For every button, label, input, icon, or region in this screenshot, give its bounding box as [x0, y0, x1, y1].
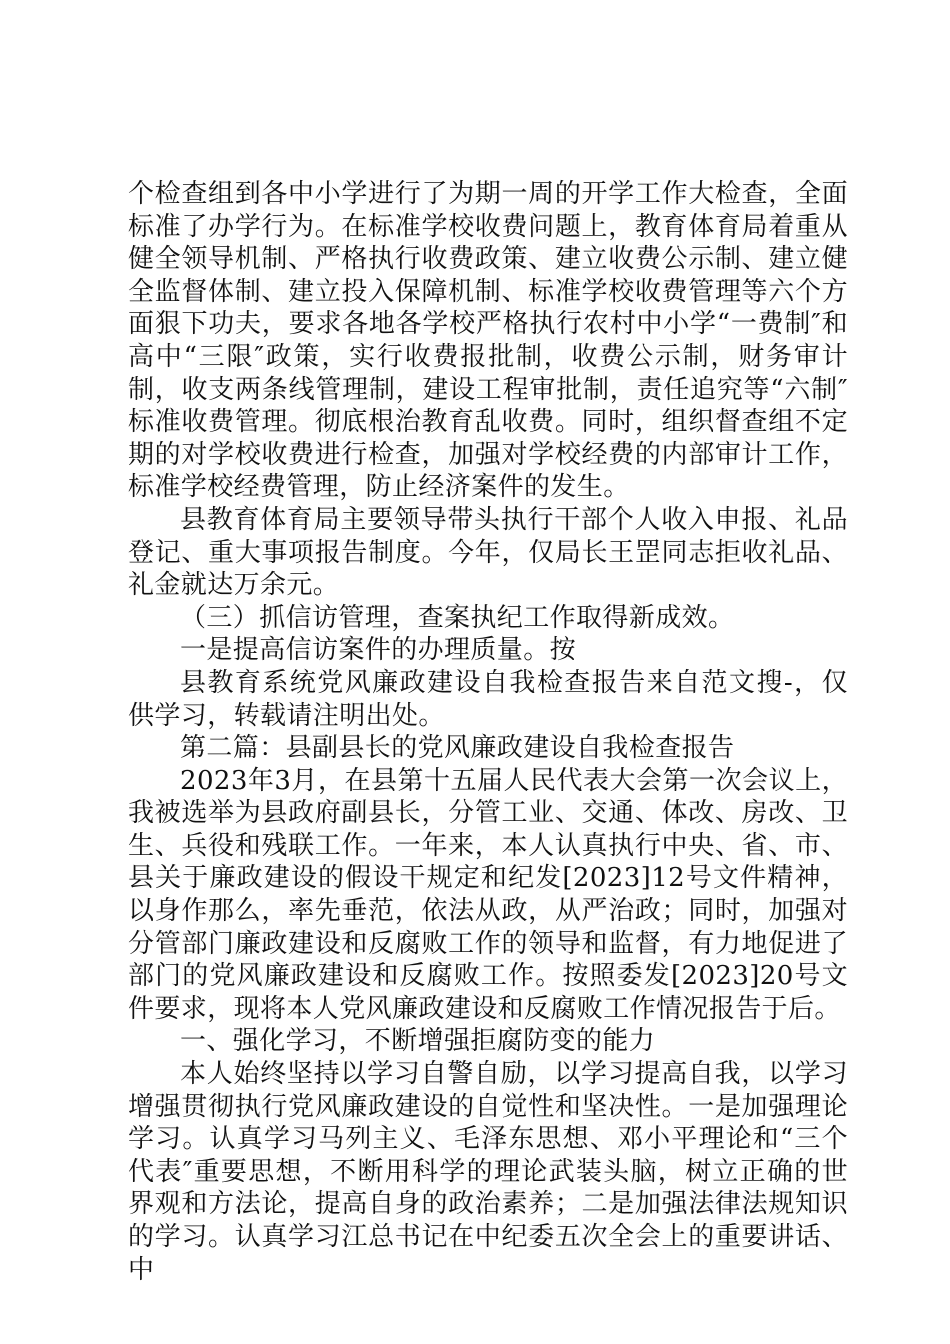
- document-body: [128, 178, 848, 1286]
- paragraph-source-note: 县教育系统党风廉政建设自我检查报告来自范文搜-，仅供学习，转载请注明出处。: [128, 667, 848, 731]
- paragraph-inspection-continued: 个检查组到各中小学进行了为期一周的开学工作大检查，全面标准了办学行为。在标准学校收费问题上，教育体育局着重从健全领导机制、严格执行收费政策、建立收费公示制、建立健全监督体制、建立投入保障机制、标准学校收费管理等六个方面狠下功夫，要求各地各学校严格执行农村中小学“一费制″和高中“三限″政策，实行收费报批制，收费公示制，财务审计制，收支两条线管理制，建设工程审批制，责任追究等“六制″标准收费管理。彻底根治教育乱收费。同时，组织督查组不定期的对学校收费进行检查，加强对学校经费的内部审计工作，标准学校经费管理，防止经济案件的发生。: [128, 179, 848, 503]
- paragraph-deputy-report-intro: 2023年3月，在县第十五届人民代表大会第一次会议上，我被选举为县政府副县长，分管工业、交通、体改、房改、卫生、兵役和残联工作。一年来，本人认真执行中央、省、市、县关于廉政建设的假设干规定和纪发[2023]12号文件精神，以身作那么，率先垂范，依法从政，从严治政；同时，加强对分管部门廉政建设和反腐败工作的领导和监督，有力地促进了部门的党风廉政建设和反腐败工作。按照委发[2023]20号文件要求，现将本人党风廉政建设和反腐败工作情况报告于后。: [128, 765, 848, 1024]
- section-heading-study: 一、强化学习，不断增强拒腐防变的能力: [180, 1026, 656, 1057]
- article-title-second: 第二篇：县副县长的党风廉政建设自我检查报告: [180, 733, 735, 764]
- section-heading-petitions: （三）抓信访管理，查案执纪工作取得新成效。: [180, 602, 735, 633]
- paragraph-study-details: 本人始终坚持以学习自警自励，以学习提高自我，以学习增强贯彻执行党风廉政建设的自觉性和坚决性。一是加强理论学习。认真学习马列主义、毛泽东思想、邓小平理论和“三个代表″重要思想，不断用科学的理论武装头脑，树立正确的世界观和方法论，提高自身的政治素养；二是加强法律法规知识的学习。认真学习江总书记在中纪委五次全会上的重要讲话、中: [128, 1059, 848, 1285]
- paragraph-petition-quality: 一是提高信访案件的办理质量。按: [180, 635, 577, 666]
- paragraph-leadership-declaration: 县教育体育局主要领导带头执行干部个人收入申报、礼品登记、重大事项报告制度。今年，仅局长王罡同志拒收礼品、礼金就达万余元。: [128, 504, 848, 601]
